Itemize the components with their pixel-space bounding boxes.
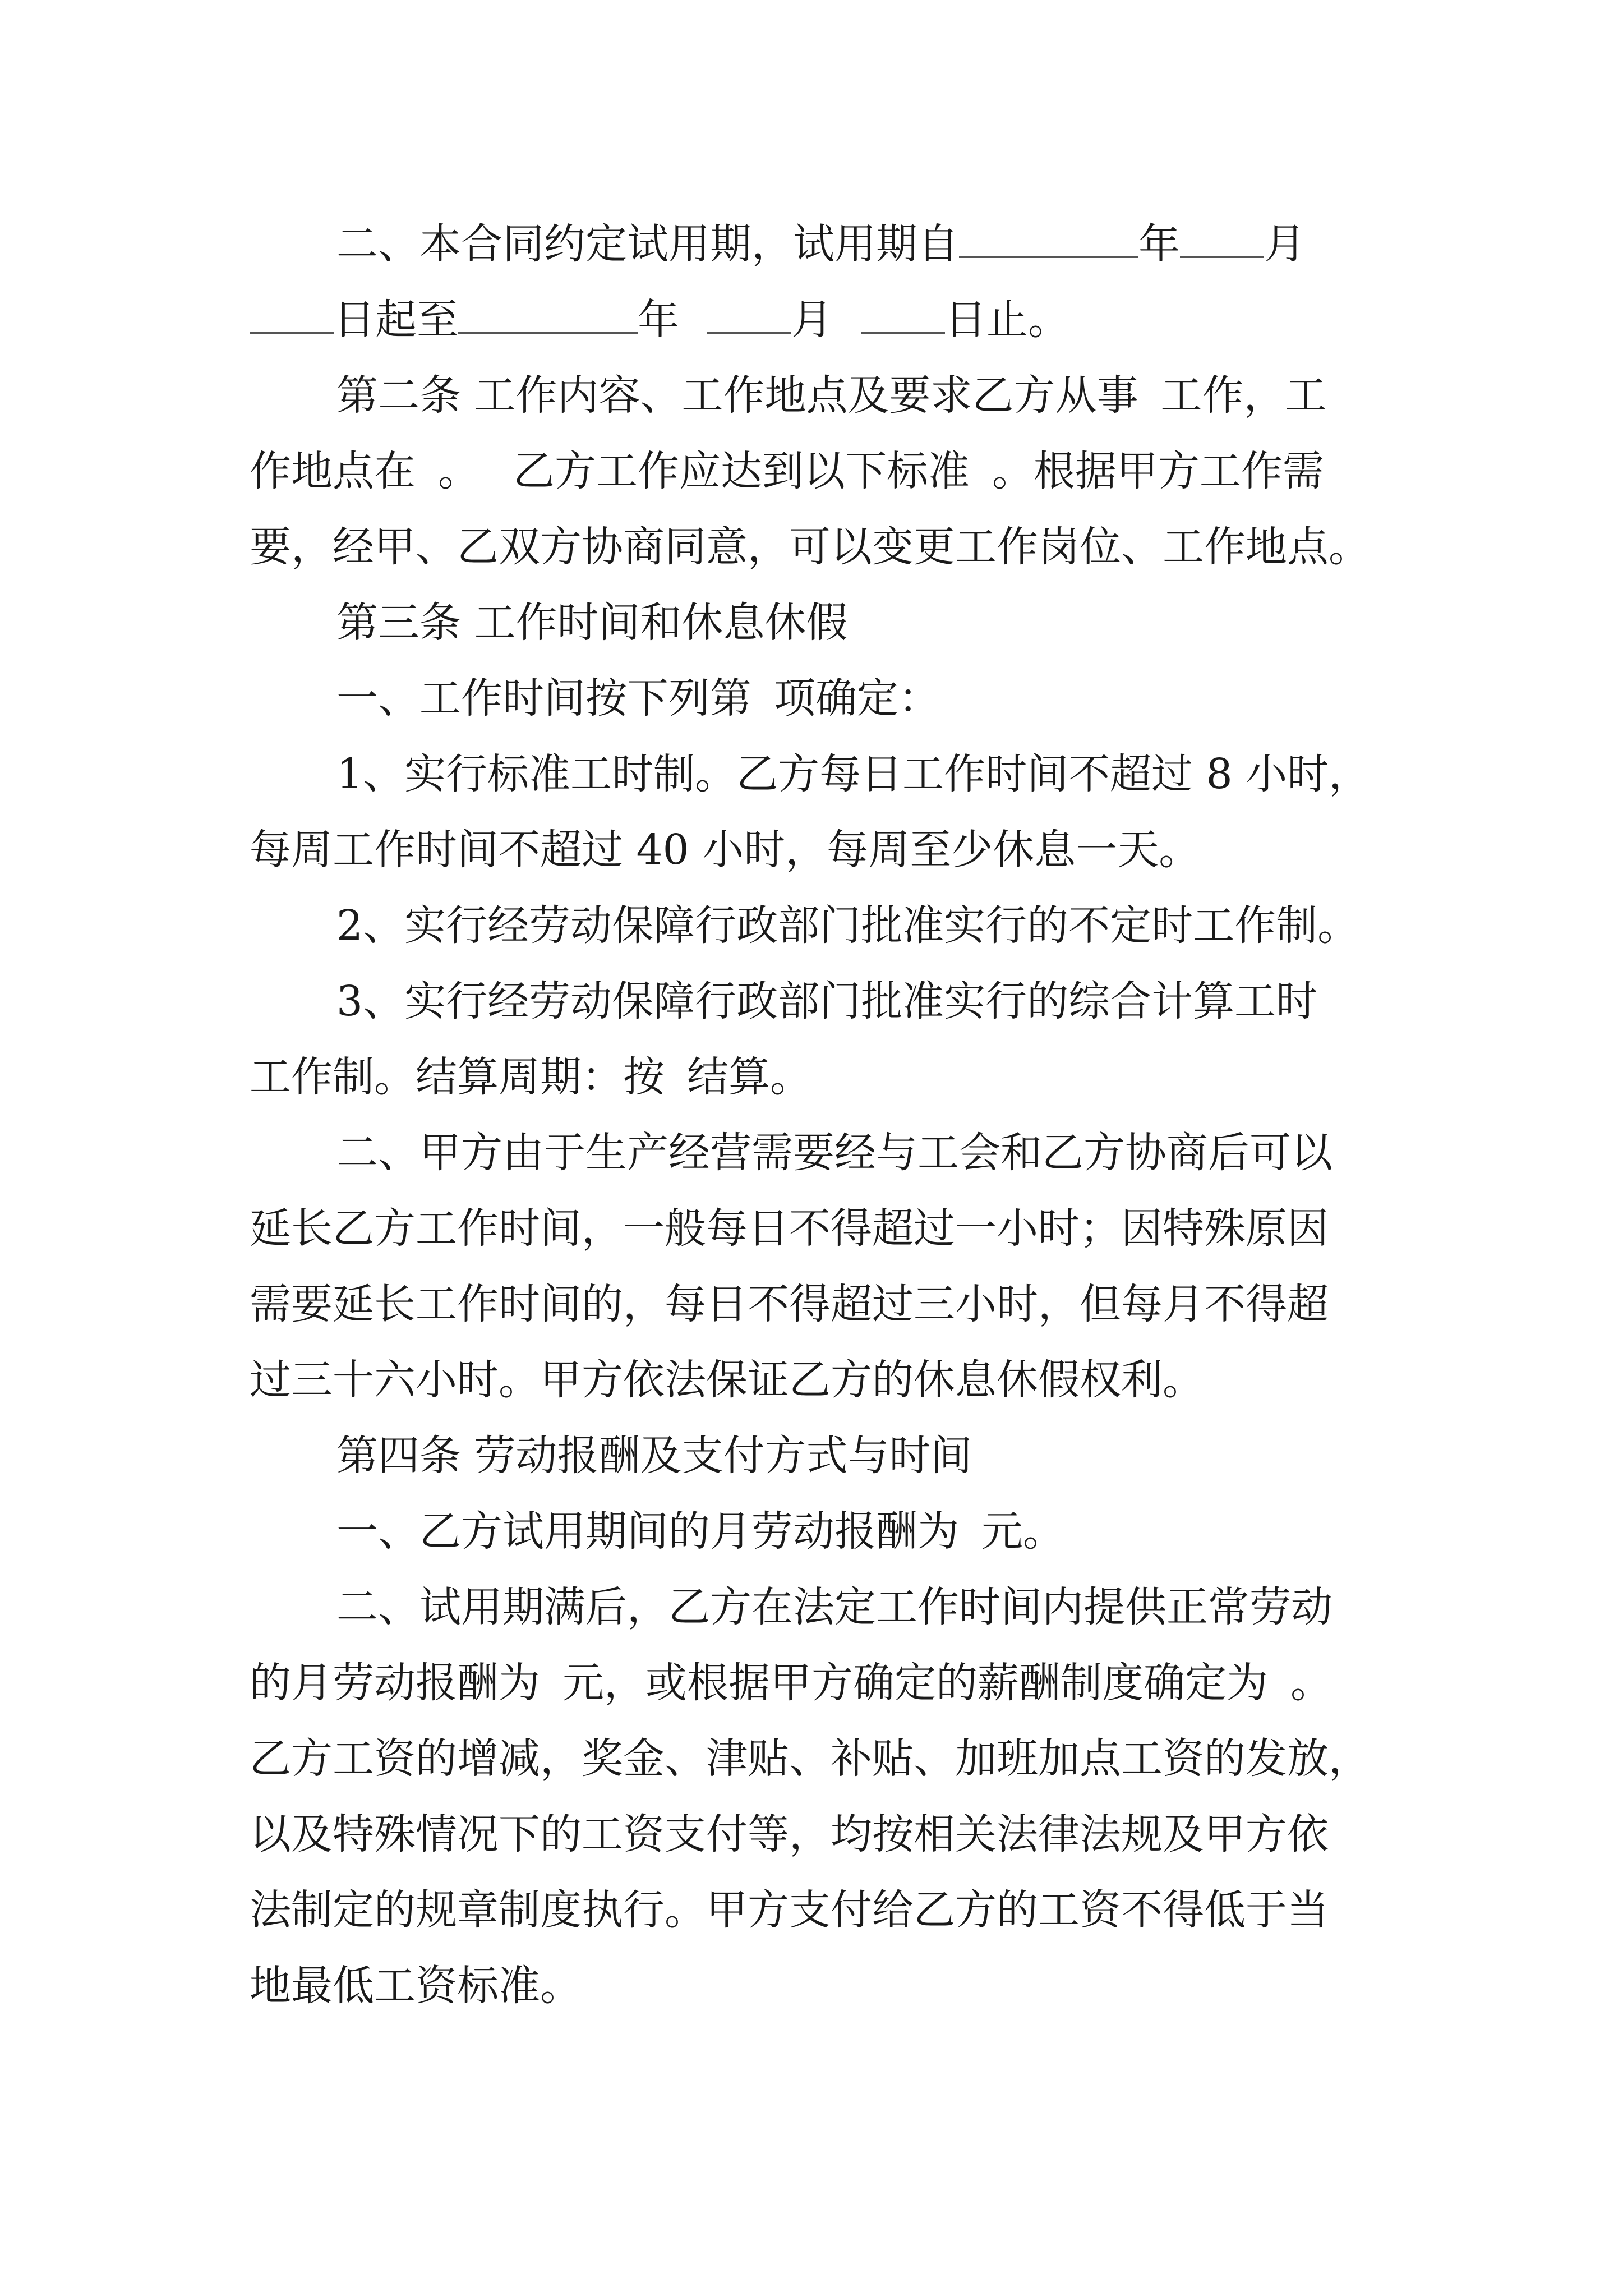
text: 第四条 劳动报酬及支付方式与时间 <box>336 1432 972 1480</box>
article-4-line <box>0 1658 1623 1708</box>
text: 过三十六小时。甲方依法保证乙方的休息休假权利。 <box>250 1356 1204 1404</box>
text: 作地点在 <box>250 447 416 495</box>
article-3-line <box>0 976 1623 1027</box>
text: 每周工作时间不超过 40 小时，每周至少休息一天。 <box>250 826 1201 874</box>
article-3-line <box>0 825 1623 875</box>
text: 日起至 <box>334 296 458 344</box>
article-3-line <box>0 1279 1623 1329</box>
text: 第三条 工作时间和休息休假 <box>336 599 848 647</box>
text: 二、本合同约定试用期，试用期自 <box>336 220 959 268</box>
text: 地最低工资标准。 <box>250 1962 582 2010</box>
text: 第二条 工作内容、工作地点及要求乙方从事 <box>336 371 1138 420</box>
text: 结算。 <box>687 1053 811 1101</box>
article-3-line <box>0 673 1623 724</box>
text: 。根据甲方工作需 <box>992 447 1324 495</box>
article-2-line <box>0 446 1623 496</box>
text: 工作制。结算周期：按 <box>250 1053 665 1101</box>
blank-year <box>959 219 1138 258</box>
article-4-line <box>0 1961 1623 2011</box>
article-3-line <box>0 1203 1623 1254</box>
article-4-line <box>0 1809 1623 1860</box>
article-3-line <box>0 1128 1623 1178</box>
article-4-line <box>0 1885 1623 1935</box>
article-4-line <box>0 1733 1623 1784</box>
article-3-line <box>0 1052 1623 1102</box>
text: 。 <box>438 447 479 495</box>
blank-month <box>707 295 791 334</box>
blank-day <box>861 295 945 334</box>
text: 元。 <box>981 1507 1064 1556</box>
paragraph-line <box>0 219 1623 269</box>
article-2-line <box>0 522 1623 572</box>
text: 月 <box>791 296 833 344</box>
article-4-line <box>0 1506 1623 1557</box>
text: 3、实行经劳动保障行政部门批准实行的综合计算工时 <box>336 977 1318 1025</box>
blank-month <box>1180 219 1264 258</box>
text: 2、实行经劳动保障行政部门批准实行的不定时工作制。 <box>336 901 1359 950</box>
blank-year <box>458 295 638 334</box>
text: 日止。 <box>945 296 1069 344</box>
text: 一、乙方试用期间的月劳动报酬为 <box>336 1507 959 1556</box>
text: 乙方工作应达到以下标准 <box>513 447 970 495</box>
text: 元，或根据甲方确定的薪酬制度确定为 <box>562 1659 1268 1707</box>
article-4-line <box>0 1582 1623 1632</box>
article-2-line <box>0 370 1623 421</box>
text: 年 <box>638 296 679 344</box>
blank-day <box>250 295 334 334</box>
text: 以及特殊情况下的工资支付等，均按相关法律法规及甲方依 <box>250 1810 1329 1858</box>
text: 。 <box>1290 1659 1332 1707</box>
article-3-title <box>0 597 1623 648</box>
text: 要，经甲、乙双方协商同意，可以变更工作岗位、工作地点。 <box>250 523 1370 571</box>
article-3-line <box>0 900 1623 951</box>
text: 年 <box>1138 220 1180 268</box>
text: 月 <box>1264 220 1306 268</box>
text: 一、工作时间按下列第 <box>336 674 751 723</box>
text: 项确定： <box>774 674 940 723</box>
article-3-line <box>0 1355 1623 1405</box>
text: 工作，工 <box>1160 371 1327 420</box>
text: 乙方工资的增减，奖金、津贴、补贴、加班加点工资的发放， <box>250 1734 1370 1783</box>
text: 1、实行标准工时制。乙方每日工作时间不超过 8 小时， <box>336 750 1371 798</box>
text: 需要延长工作时间的，每日不得超过三小时，但每月不得超 <box>250 1280 1329 1328</box>
text: 法制定的规章制度执行。甲方支付给乙方的工资不得低于当 <box>250 1886 1329 1934</box>
article-3-line <box>0 749 1623 799</box>
text: 二、甲方由于生产经营需要经与工会和乙方协商后可以 <box>336 1129 1332 1177</box>
text: 二、试用期满后，乙方在法定工作时间内提供正常劳动 <box>336 1583 1332 1631</box>
paragraph-line <box>0 295 1623 345</box>
article-4-title <box>0 1430 1623 1481</box>
text: 的月劳动报酬为 <box>250 1659 540 1707</box>
text: 延长乙方工作时间，一般每日不得超过一小时；因特殊原因 <box>250 1204 1329 1253</box>
